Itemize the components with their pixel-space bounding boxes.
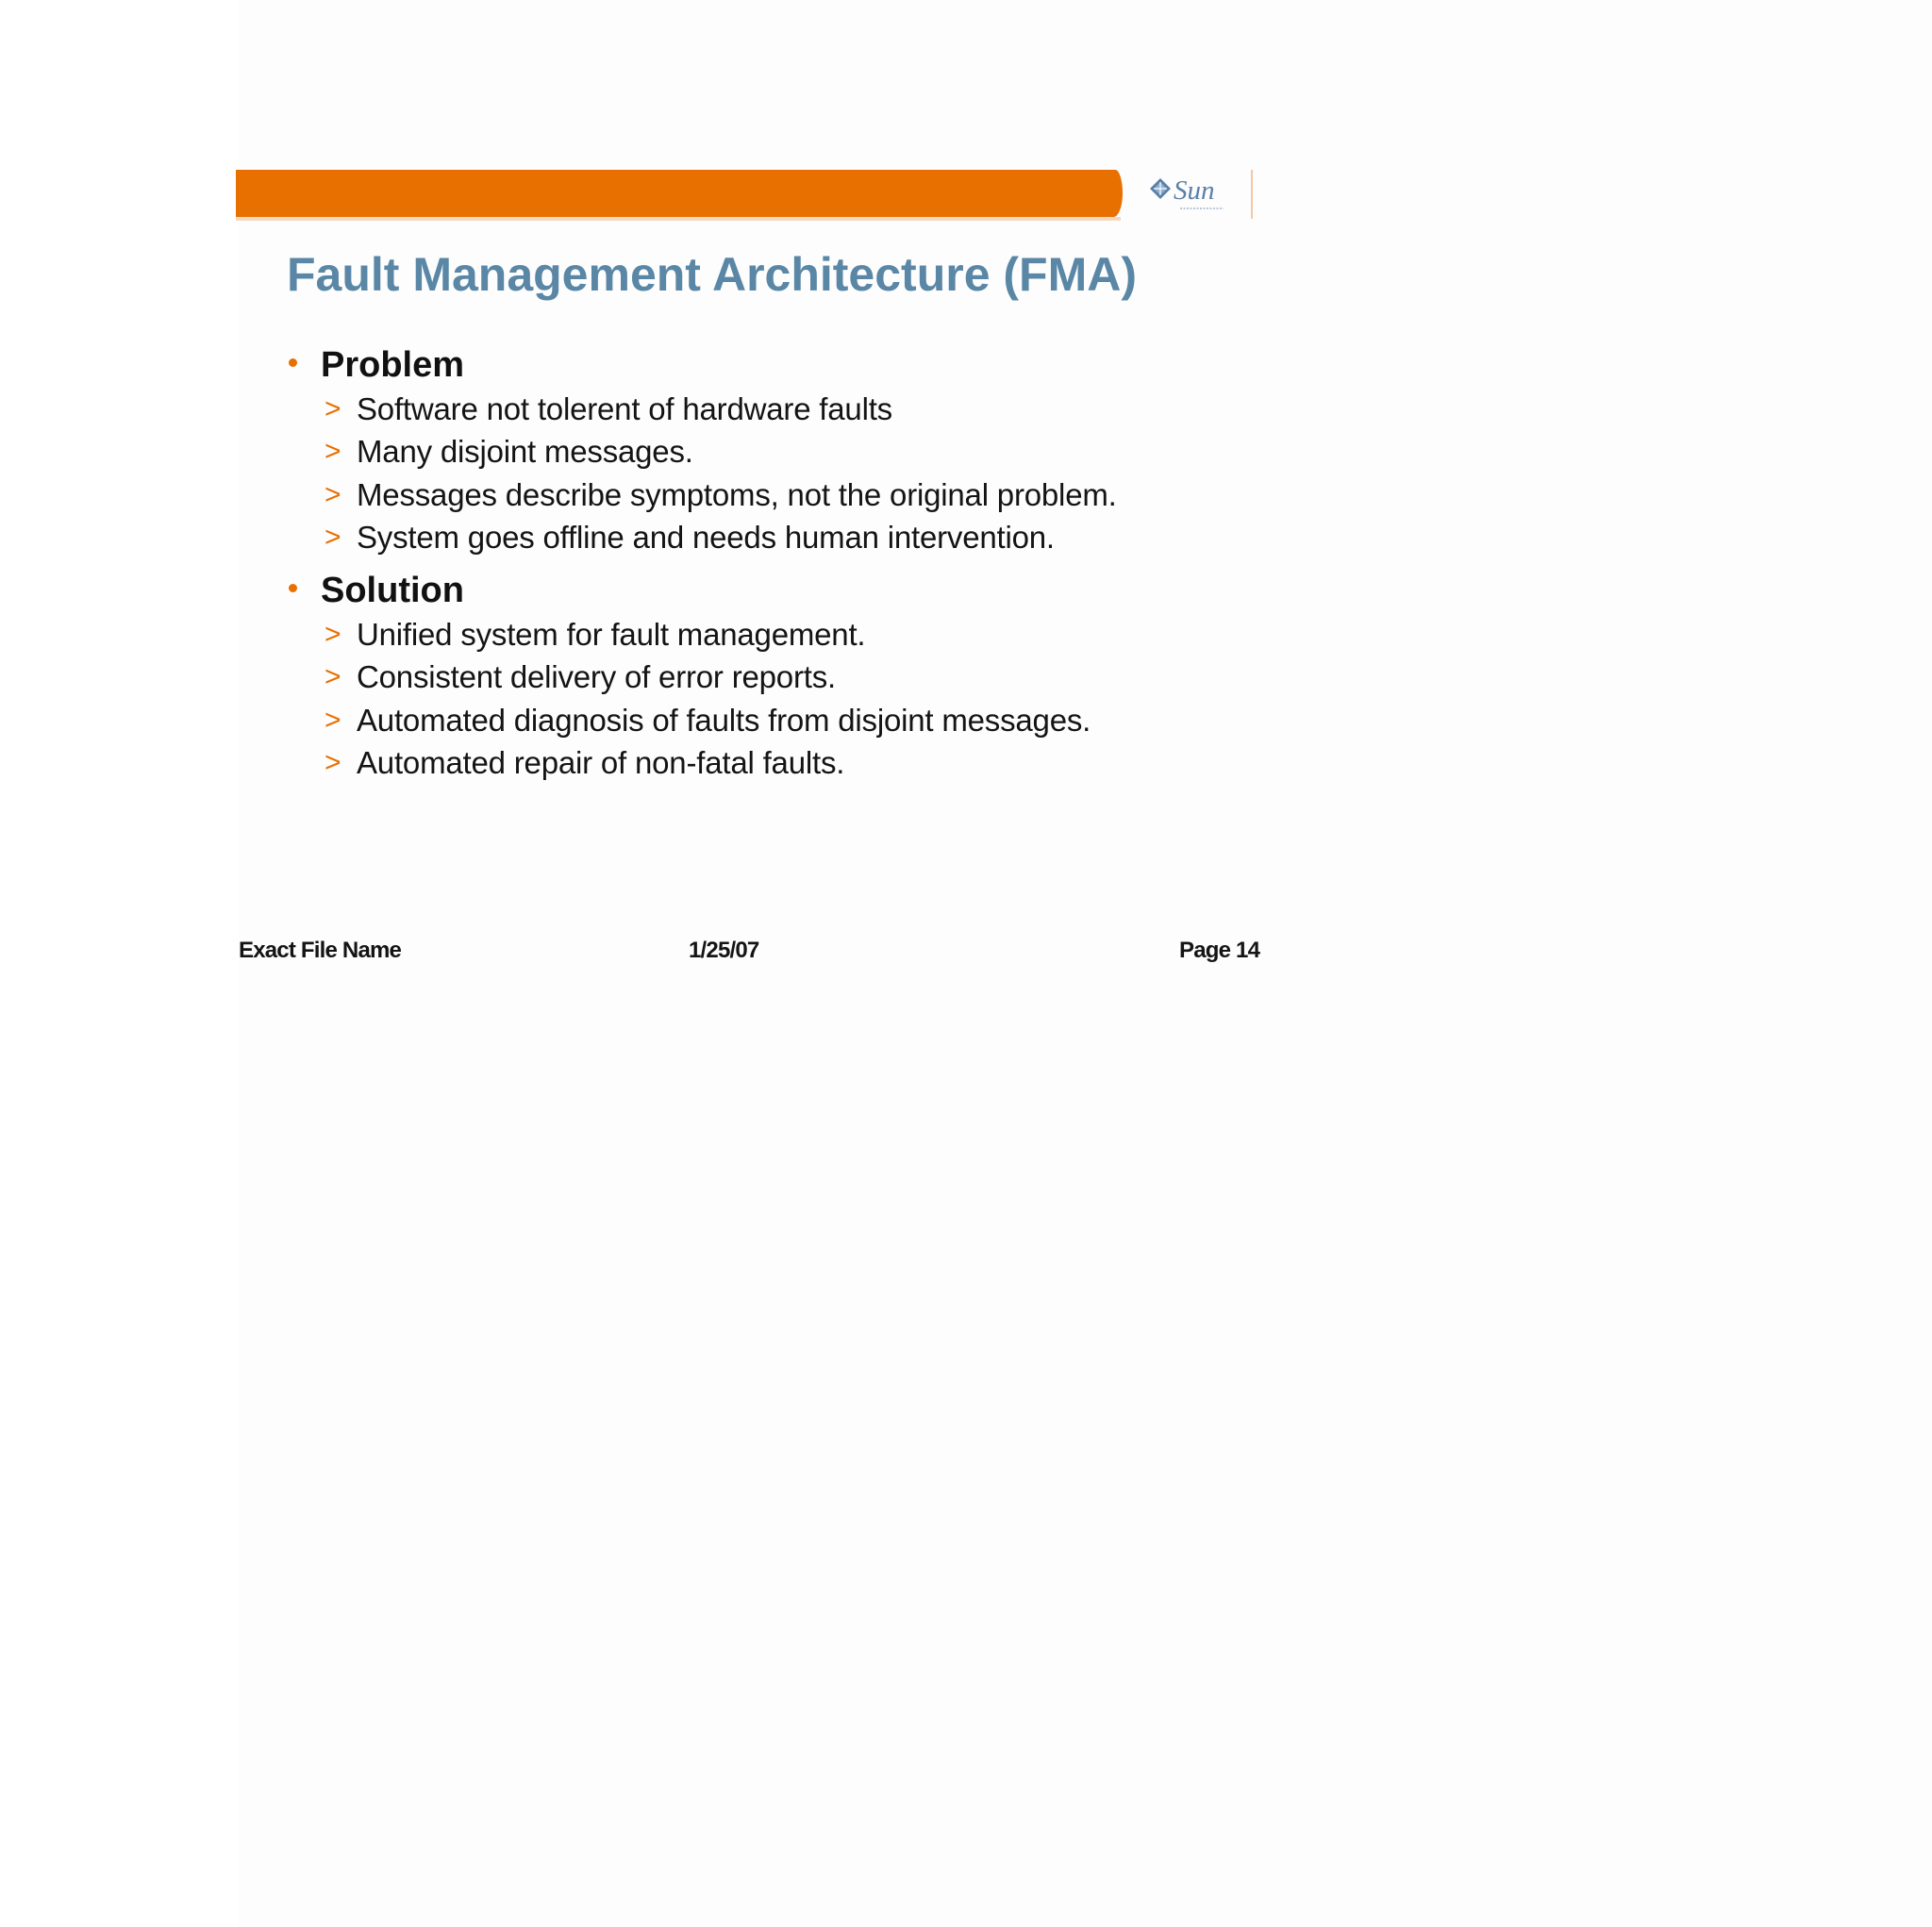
bullet-heading-label: Problem (321, 345, 465, 385)
logo-divider (1251, 170, 1253, 219)
footer-page-number: Page 14 (1179, 938, 1260, 963)
header-bar-shadow (236, 217, 1121, 221)
chevron-right-icon: > (325, 393, 341, 424)
list-item-text: Consistent delivery of error reports. (357, 659, 836, 695)
chevron-right-icon: > (325, 746, 341, 778)
bullet-dot-icon (289, 358, 297, 367)
footer-date: 1/25/07 (689, 938, 759, 963)
list-item-text: Automated diagnosis of faults from disjoint messages. (357, 702, 1091, 738)
list-item-text: Software not tolerent of hardware faults (357, 391, 892, 426)
page-margin (0, 0, 239, 1927)
sun-logo-icon (1146, 173, 1231, 216)
chevron-right-icon: > (325, 661, 341, 693)
chevron-right-icon: > (325, 619, 341, 650)
slide-title: Fault Management Architecture (FMA) (287, 248, 1138, 301)
chevron-right-icon: > (325, 704, 341, 736)
bullet-heading-label: Solution (321, 571, 464, 610)
chevron-right-icon: > (325, 436, 341, 468)
chevron-right-icon: > (325, 478, 341, 510)
sun-diamond-icon (1150, 178, 1171, 199)
header-bar (236, 170, 1123, 217)
list-item-text: System goes offline and needs human intervention. (357, 519, 1055, 555)
list-item-text: Many disjoint messages. (357, 434, 693, 470)
sun-logo-wordmark: Sun (1174, 175, 1215, 206)
list-item-text: Automated repair of non-fatal faults. (357, 744, 845, 780)
chevron-right-icon: > (325, 521, 341, 553)
list-item-text: Messages describe symptoms, not the original problem. (357, 476, 1117, 512)
list-item-text: Unified system for fault management. (357, 617, 866, 652)
bullet-dot-icon (289, 584, 297, 592)
footer-file-name: Exact File Name (239, 938, 402, 963)
